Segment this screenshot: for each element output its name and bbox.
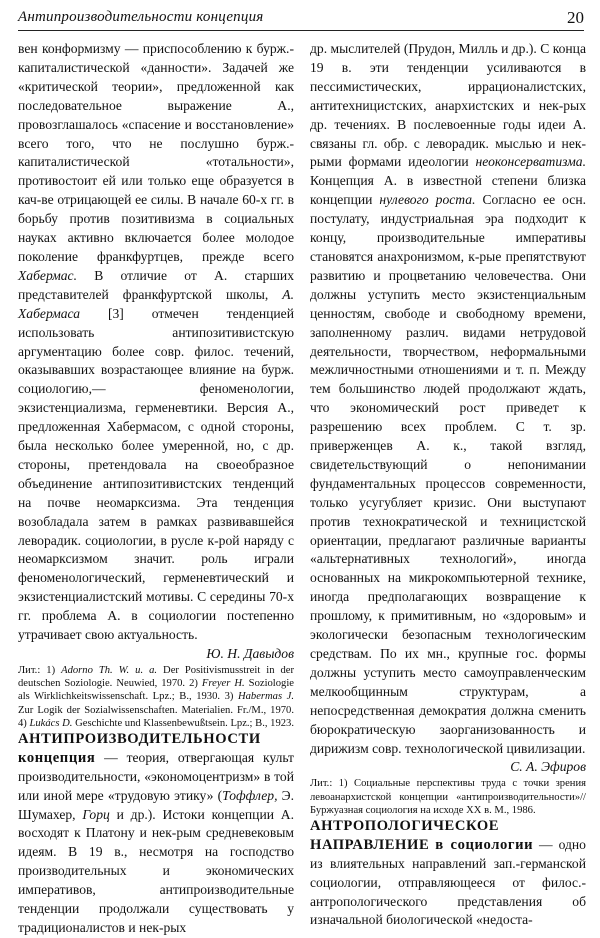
entry-anthropological: АНТРОПОЛОГИЧЕСКОЕ НАПРАВЛЕНИЕ в социологии — одно из влиятельных направлений зап.-германской социологии, отправляющееся от филос.-антропологического представления об изначальной биологической «недоста-: [310, 817, 586, 928]
left-column: [18, 40, 294, 938]
page-number: 20: [567, 8, 584, 27]
cross-reference: неоконсерватизма.: [475, 154, 586, 170]
bibliography: Лит.: 1) Социальные перспективы труда с точки зрения левоанархистской концепции «антипроизводительности»//Буржуазная социология на исходе XX в. М., 1986.: [310, 778, 586, 816]
entry-continuation: др. мыслителей (Прудон, Милль и др.). С конца 19 в. эти тенденции усиливаются в пессимистических, иррационалистских, антитехницистских, анархистских и нек-рых др. течениях. В послевоенные годы идеи А. связаны гл. обр. с леворадик. мыслью и нек-рыми формами идеологии неоконсерватизма. Концепция А. в известной степени близка концепции нулевого роста. Согласно ее осн. постулату, индустриальная эра подходит к концу, производительные императивы становятся анахронизмом, к-рые препятствуют развитию и процветанию человечества. Они должны уступить место экзистенциальным ценностям, свободе и свободному времени, заполненному различ. видами нетрудовой деятельности, творчеством, неформальными межличностными отношениями и т. п. Между тем большинство людей продолжают ждать, что экономический рост приведет к разрешению всех проблем. С т. зр. приверженцев А. к., такой взгляд, свидетельствующий о непонимании фундаментальных процессов современности, только усугубляет кризис. Они выступают против технократической и техницистской ориентации, предлагают различные варианты «альтернативных технологий», иногда основанных на микрокомпьютерной технике, иногда предполагающих возвращение к прошлому, к примитивным, но «здоровым» и экологически безопасным технологическим средствам. По их мн., крупные гос. формы должны уступить место самоуправленческим мелкообщинным структурам, а непосредственная демократия должна сменить бюрократическую заорганизованность и дирижизм совр. технологической цивилизации.: [310, 41, 587, 756]
cross-reference: Хабермас.: [18, 267, 77, 283]
cross-reference: Тоффлер,: [222, 787, 278, 803]
cross-reference: нулевого роста.: [379, 192, 476, 208]
article-author: Ю. Н. Давыдов: [206, 646, 294, 661]
entry-heading-suffix: концепция: [18, 749, 96, 766]
entry-heading: АНТИПРОИЗВОДИТЕЛЬНОСТИ: [18, 730, 261, 747]
running-header: [18, 8, 584, 31]
article-continuation: вен конформизму — приспособлению к бурж.-капиталистической «данности». Задачей же «критической теории», предложенной как последовательное выражение А., провозглашалось «спасение и восстановление» всего того, что не послушно бурж.-капиталистической «тотальности», противостоит ей или только еще образуется в кач-ве отрицающей ее силы. В начале 60-х гг. в борьбу против позитивизма в социальных науках активно включается более молодое поколение франкфуртцев, прежде всего Хабермас. В отличие от А. старших представителей франкфуртской школы, А. Хабермаса [3] отмечен тенденцией использовать антипозитивистскую аргументацию более совр. филос. течений, оказывавших возрастающее влияние на бурж. социологию,— феноменологии, экзистенциализма, герменевтики. Версия А., предложенная Хабермасом, с одной стороны, была несколько более умеренной, но, с др. стороны, претендовала на своеобразное объединение антипозитивистских тенденций на почве неомарксизма. Эта тенденция возобладала затем в рамках развивавшейся леворадик. социологии, в русле к-рой наряду с неомарксизмом значит. роль играли феноменологический, герменевтический и экзистенциалистский мотивы. С середины 70-х гг. проблема А. в социологии постепенно утрачивает свою актуальность.: [18, 41, 294, 643]
bibliography: Лит.: 1) Adorno Th. W. u. a. Der Positivismusstreit in der deutschen Soziologie. Neuwied, 1970. 2) Freyer H. Soziologie als Wirklichkeitswissenschaft. Lpz.; B., 1930. 3) Habermas J. Zur Logik der Sozialwissenschaften. Materialien. Fr./M., 1970. 4) Lukács D. Geschichte und Klassenbewußtsein. Lpz.; B., 1923.: [18, 664, 295, 729]
running-title: Антипроизводительности концепция: [18, 9, 264, 25]
name-reference: А. Хабермаса: [18, 286, 294, 321]
entry-heading: АНТРОПОЛОГИЧЕСКОЕ НАПРАВЛЕНИЕ: [310, 817, 500, 853]
right-column: [310, 40, 586, 930]
entry-antiproductivity: АНТИПРОИЗВОДИТЕЛЬНОСТИ концепция — теория, отвергающая культ производительности, «экономоцентризм» в той или иной мере «трудовую этику» (Тоффлер, Э. Шумахер, Горц и др.). Истоки концепции А. восходят к Платону и нек-рым средневековым идеям. В 19 в., несмотря на господство производительных и экономических императивов, антипроизводительные тенденции продолжали существовать у традиционалистов и нек-рых: [18, 730, 295, 935]
article-author: С. А. Эфиров: [510, 759, 586, 775]
entry-heading-suffix: в социологии: [435, 836, 534, 853]
cross-reference: Горц: [82, 806, 110, 822]
